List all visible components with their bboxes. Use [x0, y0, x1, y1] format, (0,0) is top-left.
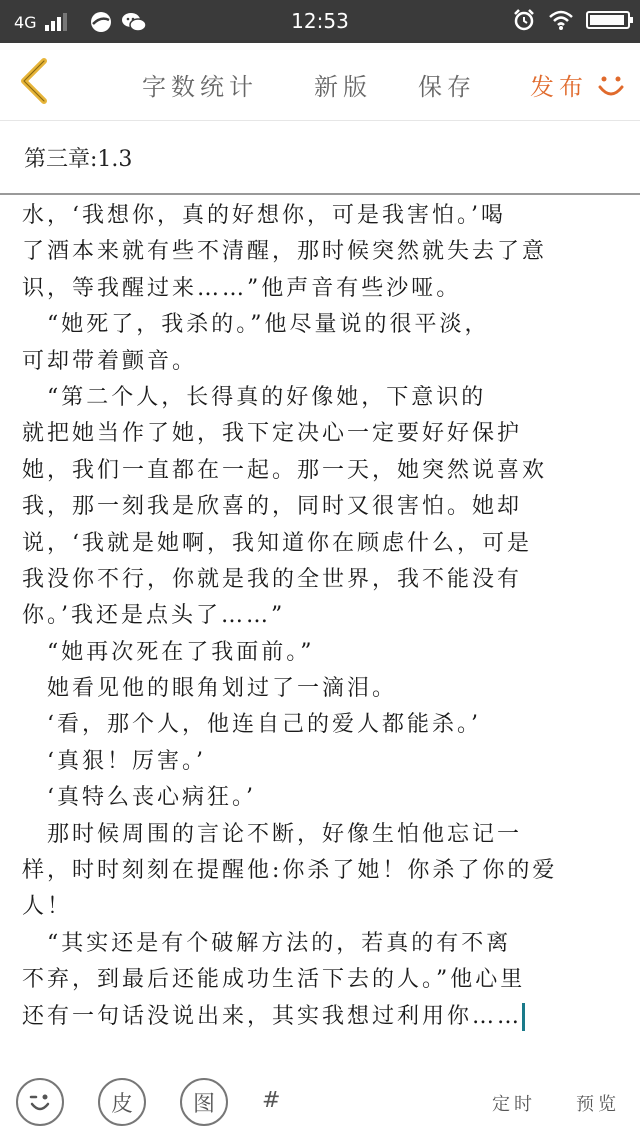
hash-button[interactable]: #: [262, 1088, 281, 1113]
text-line: 样，时时刻刻在提醒他:你杀了她！你杀了你的爱: [22, 858, 558, 884]
chapter-body-editor[interactable]: [22, 198, 620, 1066]
status-time: 12:53: [291, 9, 349, 33]
text-line: 不弃，到最后还能成功生活下去的人。”他心里: [22, 967, 526, 993]
bottom-bar: [0, 1072, 640, 1138]
text-line: 那时候周围的言论不断，好像生怕他忘记一: [22, 821, 523, 847]
text-line: “她死了，我杀的。”他尽量说的很平淡，: [22, 312, 490, 338]
text-line: 就把她当作了她，我下定决心一定要好好保护: [22, 421, 523, 447]
text-line: 她，我们一直都在一起。那一天，她突然说喜欢: [22, 457, 548, 483]
text-line: 水，‘我想你，真的好想你，可是我害怕。’喝: [22, 203, 506, 228]
new-version-button[interactable]: 新版: [314, 73, 372, 101]
text-line: ‘真特么丧心病狂。’: [22, 785, 256, 811]
word-count-button[interactable]: 字数统计: [142, 73, 258, 101]
text-line-last-text: 还有一句话没说出来，其实我想过利用你……: [22, 1003, 523, 1029]
editor-toolbar: [0, 43, 640, 121]
text-line: 人！: [22, 894, 73, 920]
text-line: 说，‘我就是她啊，我知道你在顾虑什么，可是: [22, 530, 532, 556]
image-button[interactable]: 图: [180, 1078, 228, 1126]
save-button[interactable]: 保存: [418, 73, 476, 101]
text-line: 我，那一刻我是欣喜的，同时又很害怕。她却: [22, 494, 523, 520]
text-line: 了酒本来就有些不清醒，那时候突然就失去了意: [22, 239, 548, 265]
text-line: “其实还是有个破解方法的，若真的有不离: [22, 930, 512, 956]
publish-button[interactable]: 发布: [530, 73, 588, 101]
title-divider: [0, 193, 640, 195]
alarm-icon: [512, 8, 536, 32]
timer-button[interactable]: 定时: [492, 1094, 536, 1115]
text-cursor: [522, 1003, 525, 1031]
smile-icon: [596, 71, 626, 101]
back-chevron-icon[interactable]: [16, 57, 50, 105]
text-line: 识，等我醒过来……”他声音有些沙哑。: [22, 275, 462, 301]
text-line: ‘真狠！厉害。’: [22, 748, 206, 774]
text-line: 你。’我还是点头了……”: [22, 603, 286, 629]
wifi-icon: [548, 9, 574, 31]
battery-icon: [586, 11, 630, 29]
text-line: 她看见他的眼角划过了一滴泪。: [22, 676, 398, 702]
emoji-button[interactable]: [16, 1078, 64, 1126]
text-line: “她再次死在了我面前。”: [22, 639, 315, 665]
text-line: “第二个人，长得真的好像她，下意识的: [22, 384, 487, 410]
skin-button[interactable]: 皮: [98, 1078, 146, 1126]
chapter-title[interactable]: 第三章:1.3: [24, 147, 133, 172]
text-line: 我没你不行，你就是我的全世界，我不能没有: [22, 566, 523, 592]
status-right: [512, 8, 630, 32]
network-type: 4G: [14, 12, 37, 32]
text-line-last: [22, 999, 620, 1035]
text-line: ‘看，那个人，他连自己的爱人都能杀。’: [22, 712, 481, 738]
wink-face-icon: [25, 1087, 55, 1117]
status-bar: [0, 0, 640, 43]
preview-button[interactable]: 预览: [576, 1094, 620, 1115]
text-line: 可却带着颤音。: [22, 348, 198, 374]
